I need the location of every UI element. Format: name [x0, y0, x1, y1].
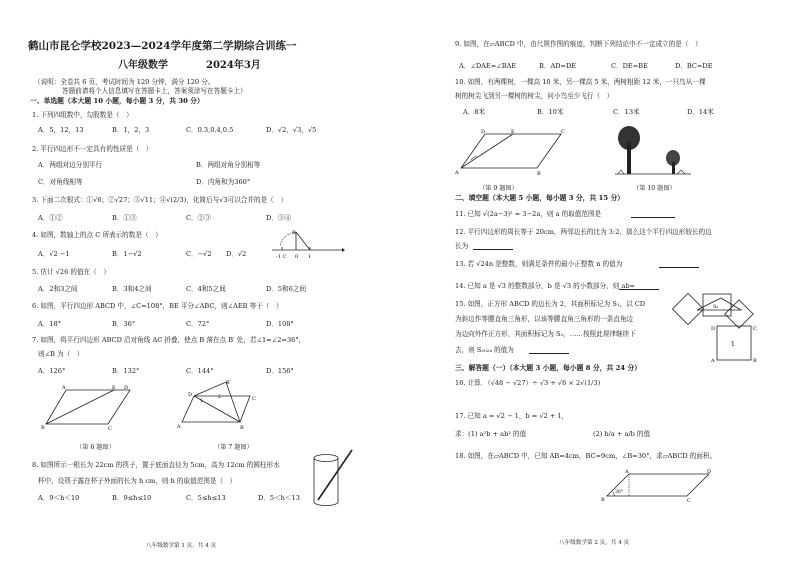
q1-option-b: B．1，2，3: [112, 126, 150, 134]
exam-date: 2024年3月: [206, 60, 261, 71]
section-1-heading: 一、单选题（本大题 10 小题，每小题 3 分，共 30 分）: [30, 97, 204, 105]
svg-text:1: 1: [308, 254, 312, 260]
left-page-footer: 八年级数学第 1 页，共 4 页: [146, 543, 217, 549]
q4-option-c: C．−√2: [186, 250, 212, 258]
instructions-line-2: 答题前请将个人信息填写在答题卡上，答案须涂写在答题卡上）: [62, 87, 247, 95]
q6-option-d: D．108°: [266, 320, 294, 328]
svg-text:A: A: [711, 358, 715, 364]
svg-text:B: B: [753, 358, 757, 364]
svg-text:B: B: [601, 497, 605, 503]
question-10-line-2: 树的树尖飞到另一棵树的树尖，问小鸟至少飞行（ ）: [455, 92, 614, 100]
q7-option-c: C．144°: [186, 367, 214, 375]
svg-text:D: D: [188, 392, 193, 398]
section-2-heading: 二、填空题（本大题 5 小题，每小题 3 分，共 15 分）: [455, 194, 625, 202]
q15-squares-figure: [673, 290, 759, 362]
q7-option-a: A．126°: [38, 367, 66, 375]
exam-subject: 八年级数学: [118, 60, 168, 71]
svg-text:E: E: [511, 129, 515, 135]
question-13: 13. 若 √24n 是整数，则满足条件的最小正整数 n 的值为: [455, 260, 623, 268]
q8-cup-chopstick-figure: [310, 448, 356, 510]
q6-option-c: C．72°: [186, 320, 210, 328]
q2-option-d: D．内角和为360°: [196, 178, 251, 186]
q4-option-a: A．√2 −1: [38, 250, 70, 258]
exam-title: 鹤山市昆仑学校2023—2024学年度第二学期综合训练一: [28, 40, 297, 52]
q9-option-d: D．BC=DE: [675, 62, 713, 70]
svg-text:E: E: [112, 385, 116, 391]
svg-text:C: C: [108, 426, 112, 432]
figure-7-caption: （第 7 题图）: [214, 444, 253, 451]
figure-6-caption: （第 6 题图）: [76, 444, 115, 451]
q2-option-b: B．两组对角分别相等: [196, 161, 261, 169]
svg-text:C: C: [687, 498, 691, 504]
svg-text:B′: B′: [226, 380, 231, 386]
svg-text:1: 1: [200, 399, 203, 404]
question-16: 16. 计算．（√48 − √27）÷ √3 + √6 × 2√(1/3): [455, 379, 601, 387]
svg-text:A: A: [455, 170, 459, 176]
question-17-part-2: (2) b/a + a/b 的值: [593, 430, 651, 438]
q7-option-d: D．156°: [266, 367, 294, 375]
svg-text:D: D: [707, 469, 712, 475]
q3-option-a: A．①②: [38, 214, 63, 222]
q10-trees-figure: [615, 124, 691, 180]
question-17: 17. 已知 a = √2 − 1，b = √2 + 1，: [455, 412, 569, 420]
q5-option-b: B．3和4之间: [112, 285, 152, 293]
q5-option-a: A．2和3之间: [38, 285, 78, 293]
q4-number-line-figure: [270, 226, 345, 260]
q9-parallelogram-figure: [457, 128, 569, 176]
question-12-line-2: 长为: [455, 242, 469, 250]
svg-text:A: A: [177, 424, 181, 430]
q8-option-a: A．9＜h＜10: [38, 494, 80, 502]
question-9: 9. 如图，在▱ABCD 中，由尺规作图的痕迹，判断下列结论中不一定成立的是（ ）: [455, 40, 702, 48]
q3-option-b: B．①③: [112, 214, 137, 222]
q6-option-b: B．36°: [112, 320, 136, 328]
svg-text:2: 2: [218, 395, 221, 400]
instructions-line-1: （说明：全卷共 6 页，考试时间为 120 分钟，满分 120 分。: [34, 78, 215, 86]
question-12-line-1: 12. 平行四边形的周长等于 20cm，两邻边长的比为 3:2，那么这个平行四边形较长的边: [455, 228, 712, 236]
q5-option-c: C．4和5之间: [186, 285, 226, 293]
svg-text:30°: 30°: [615, 490, 623, 495]
question-1: 1. 下列四组数中，勾股数是（ ）: [32, 111, 133, 119]
question-15-line-3: 为边向外作正方形，其面积标记为 S₂，……按照此规律继续下: [455, 330, 636, 338]
svg-text:C: C: [252, 396, 256, 402]
q12-answer-blank[interactable]: [473, 249, 513, 250]
q10-option-d: D．14米: [687, 108, 714, 116]
q7-option-b: B．132°: [112, 367, 140, 375]
right-page-footer: 八年级数学第 2 页，共 4 页: [559, 540, 630, 546]
q3-option-c: C．②③: [186, 214, 211, 222]
q2-option-a: A．两组对边分别平行: [38, 161, 103, 169]
question-2: 2. 平行四边形不一定具有的性质是（ ）: [32, 145, 153, 153]
figure-9-caption: （第 9 题图）: [479, 185, 518, 192]
right-page: [397, 0, 794, 561]
figure-10-caption: （第 10 题图）: [633, 185, 676, 192]
question-7-line-1: 7. 如图，将平行四边形 ABCD 沿对角线 AC 折叠，使点 B 落在点 B′ 处，若∠1=∠2=36°，: [32, 336, 306, 344]
svg-text:B: B: [537, 171, 541, 177]
q1-option-d: D．√2，√3，√5: [266, 126, 317, 134]
question-10-line-1: 10. 如图，有两棵树，一棵高 10 米，另一棵高 5 米，两树相距 12 米，一只鸟从一棵: [455, 78, 706, 86]
q11-answer-blank[interactable]: [631, 217, 675, 218]
svg-text:A: A: [62, 385, 66, 391]
question-7-line-2: 则∠B 为（ ）: [38, 350, 84, 358]
svg-text:D: D: [711, 326, 716, 332]
question-8-line-2: 杯中，设筷子露在杯子外面的长为 h cm，则 h 的取值范围是（ ）: [38, 477, 237, 485]
question-15-line-4: 去，则 S₂₀₂₄ 的值为: [455, 346, 514, 354]
svg-text:C: C: [561, 129, 565, 135]
svg-text:D: D: [481, 129, 486, 135]
q6-option-a: A．18°: [38, 320, 62, 328]
question-5: 5. 估计 √26 的值在（ ）: [32, 268, 110, 276]
q8-option-b: B．9≤h≤10: [112, 494, 152, 502]
question-15-line-1: 15. 如图，正方形 ABCD 的边长为 2，其面积标记为 S₁，以 CD: [455, 300, 646, 308]
q9-option-a: A．∠DAE=∠BAE: [459, 62, 517, 70]
q14-answer-blank[interactable]: [619, 289, 659, 290]
question-15-line-2: 为斜边作等腰直角三角形，以该等腰直角三角形的一条直角边: [455, 315, 634, 323]
question-8-line-1: 8. 如图所示一根长为 22cm 的筷子，置于底面直径为 5cm，高为 12cm 的圆柱形水: [32, 461, 280, 469]
svg-text:1: 1: [731, 341, 735, 348]
svg-text:0: 0: [295, 254, 299, 260]
q1-option-a: A．5，12，13: [38, 126, 84, 134]
q7-folded-parallelogram-figure: [178, 380, 262, 430]
svg-text:A: A: [625, 469, 629, 475]
q4-option-d: D．√2: [226, 250, 247, 258]
q1-option-c: C．0.3,0.4,0.5: [186, 126, 234, 134]
question-18: 18. 如图，在▱ABCD 中，已知 AB=4cm，BC=9cm，∠B=30°，求▱ABCD 的面积。: [455, 452, 717, 460]
svg-text:D: D: [124, 385, 129, 391]
q8-option-c: C．5≤h≤13: [186, 494, 226, 502]
svg-text:B: B: [41, 425, 45, 431]
section-3-heading: 三、解答题（一）（本大题 3 小题，每小题 8 分，共 24 分）: [455, 364, 642, 372]
q9-option-b: B．AD=DE: [539, 62, 577, 70]
q9-option-c: C．DE=BE: [611, 62, 648, 70]
svg-text:C: C: [753, 326, 757, 332]
question-6: 6. 如图，平行四边形 ABCD 中，∠C=108°，BE 平分∠ABC，则∠AEB 等于（ ）: [32, 302, 283, 310]
svg-text:B: B: [240, 425, 244, 431]
svg-text:-1 C: -1 C: [276, 254, 287, 260]
q10-option-a: A．8米: [463, 108, 486, 116]
question-14: 14. 已知 a 是 √3 的整数部分，b 是 √3 的小数部分，则 ab=: [455, 282, 636, 290]
q10-option-b: B．10米: [537, 108, 564, 116]
q8-option-d: D．5＜h＜13: [258, 494, 300, 502]
q3-option-d: D．③④: [266, 214, 292, 222]
q5-option-d: D．5和6之间: [266, 285, 307, 293]
question-4: 4. 如图，数轴上的点 C 所表示的数是（ ）: [32, 231, 162, 239]
q18-parallelogram-figure: [603, 470, 713, 502]
q4-option-b: B．1−√2: [112, 250, 142, 258]
q15-answer-blank[interactable]: [529, 353, 569, 354]
svg-text:S₂: S₂: [713, 304, 719, 310]
question-3: 3. 下面二次根式：①√6；②√27；③√11；④√(2/3)，化简后与√3可以合并的是（ ）: [32, 196, 287, 204]
question-17-part-1: 求：(1) a²b + ab² 的值: [455, 430, 527, 438]
q2-option-c: C．对角线相等: [38, 178, 83, 186]
svg-text:B: B: [292, 230, 296, 236]
q10-option-c: C．13米: [613, 108, 640, 116]
question-11: 11. 已知 √(2a−3)² = 3−2a，则 a 的取值范围是: [455, 210, 602, 218]
q6-parallelogram-figure: [41, 384, 134, 432]
q13-answer-blank[interactable]: [659, 267, 699, 268]
